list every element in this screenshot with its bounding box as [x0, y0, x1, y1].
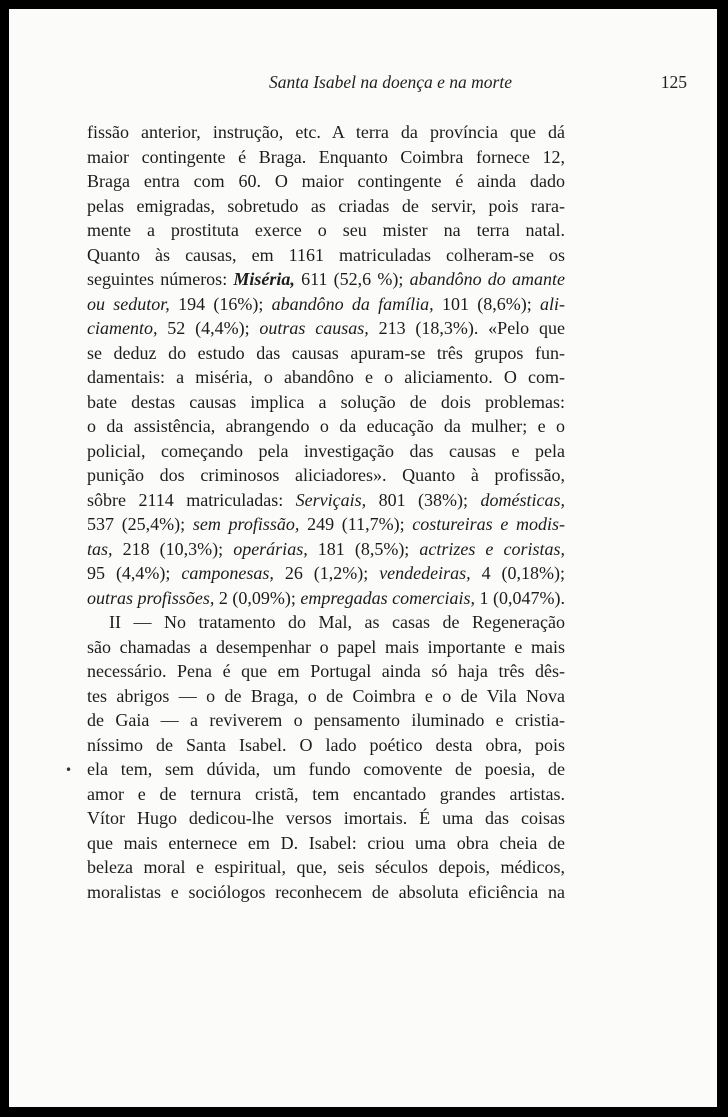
text-segment: 4 (0,18%); [470, 563, 566, 583]
text-line: necessário. Pena é que em Portugal ainda só haja três dês- [87, 661, 565, 681]
text-line: que mais enternece em D. Isabel: criou uma obra cheia de [87, 832, 565, 853]
text-segment: empregadas comerciais, [300, 587, 475, 608]
text-line: pelas emigradas, sobretudo as criadas de servir, pois rara- [87, 195, 565, 216]
text-line: se deduz do estudo das causas apuram-se três grupos fun- [87, 342, 565, 363]
text-segment: 537 (25,4%); [87, 514, 193, 534]
text-segment: 52 (4,4%); [157, 318, 260, 338]
text-line [87, 561, 565, 586]
text-segment: outras profissões, [87, 587, 215, 608]
text-segment: 101 (8,6%); [433, 293, 541, 314]
text-segment: Serviçais, [295, 489, 367, 510]
text-segment: ou sedutor, [87, 293, 170, 314]
text-line: níssimo de Santa Isabel. O lado poético desta obra, pois [87, 734, 565, 755]
margin-mark: • [65, 763, 73, 777]
text-segment: 801 (38%); [366, 489, 481, 510]
text-segment: 2 (0,09%); [214, 587, 301, 608]
text-line: moralistas e sociólogos reconhecem de absoluta eficiência na [87, 881, 565, 902]
text-line: amor e de ternura cristã, tem encantado grandes artistas. [87, 783, 565, 804]
text-line [87, 488, 565, 513]
text-line [87, 512, 565, 537]
text-line: Quanto às causas, em 1161 matriculadas colheram-se os [87, 244, 565, 265]
text-segment: 26 (1,2%); [273, 563, 380, 583]
text-line: Braga entra com 60. O maior contingente é ainda dado [87, 171, 565, 191]
text-segment: camponesas, [181, 563, 274, 583]
text-segment: abandôno da família, [271, 293, 434, 314]
text-segment: Miséria, [233, 269, 295, 289]
running-title: Santa Isabel na doença e na morte [268, 72, 512, 92]
text-line: de Gaia — a reviverem o pensamento iluminado e cristia- [87, 710, 565, 730]
text-line: Vítor Hugo dedicou-lhe versos imortais. É uma das coisas [87, 808, 565, 828]
text-segment: 194 (16%); [169, 293, 272, 314]
text-line [87, 267, 565, 292]
text-line [87, 292, 565, 317]
text-segment: 1 (0,047%). [474, 587, 565, 608]
text-segment: domésticas, [480, 489, 565, 510]
text-segment: seguintes números: [87, 269, 234, 289]
text-segment: costureiras e modis- [412, 514, 565, 534]
text-segment: 95 (4,4%); [87, 563, 182, 583]
text-segment: ciamento, [87, 318, 158, 338]
text-line [87, 537, 565, 562]
text-segment: operárias, [233, 538, 308, 559]
page-header [9, 72, 717, 94]
text-segment: vendedeiras, [379, 563, 471, 583]
page-number: 125 [660, 72, 687, 92]
text-line [87, 586, 565, 611]
text-line: o da assistência, abrangendo o da educação da mulher; e o [87, 416, 565, 436]
text-line: ela tem, sem dúvida, um fundo comovente de poesia, de [87, 759, 565, 779]
text-segment: sôbre 2114 matriculadas: [87, 489, 296, 510]
text-line: punição dos criminosos aliciadores». Quanto à profissão, [87, 465, 565, 485]
text-segment: 181 (8,5%); [307, 538, 420, 559]
text-segment: outras causas, [259, 318, 369, 338]
text-line: damentais: a miséria, o abandôno e o aliciamento. O com- [87, 367, 565, 387]
text-line: policial, começando pela investigação das causas e pela [87, 440, 565, 461]
text-line: beleza moral e espiritual, que, seis séculos depois, médicos, [87, 857, 565, 877]
text-line: tes abrigos — o de Braga, o de Coimbra e o de Vila Nova [87, 685, 565, 706]
text-segment: tas, [87, 538, 113, 559]
text-line: II — No tratamento do Mal, as casas de Regeneração [109, 612, 565, 632]
text-line: bate destas causas implica a solução de dois problemas: [87, 391, 565, 412]
text-segment: 611 (52,6 %); [294, 269, 410, 289]
text-line: mente a prostituta exerce o seu mister na terra natal. [87, 220, 565, 240]
text-line: fissão anterior, instrução, etc. A terra da província que dá [87, 122, 565, 142]
body-text [87, 120, 565, 904]
text-segment: 249 (11,7%); [299, 514, 413, 534]
text-segment: sem profissão, [192, 514, 300, 534]
text-line: são chamadas a desempenhar o papel mais importante e mais [87, 636, 565, 657]
text-line [87, 316, 565, 341]
text-segment: abandôno do amante [409, 269, 565, 289]
book-page [9, 9, 717, 1107]
text-segment: 218 (10,3%); [112, 538, 234, 559]
text-segment: ali- [540, 293, 566, 314]
text-line: maior contingente é Braga. Enquanto Coimbra fornece 12, [87, 146, 565, 167]
text-segment: actrizes e coristas, [419, 538, 565, 559]
text-segment: 213 (18,3%). «Pelo que [368, 318, 565, 338]
